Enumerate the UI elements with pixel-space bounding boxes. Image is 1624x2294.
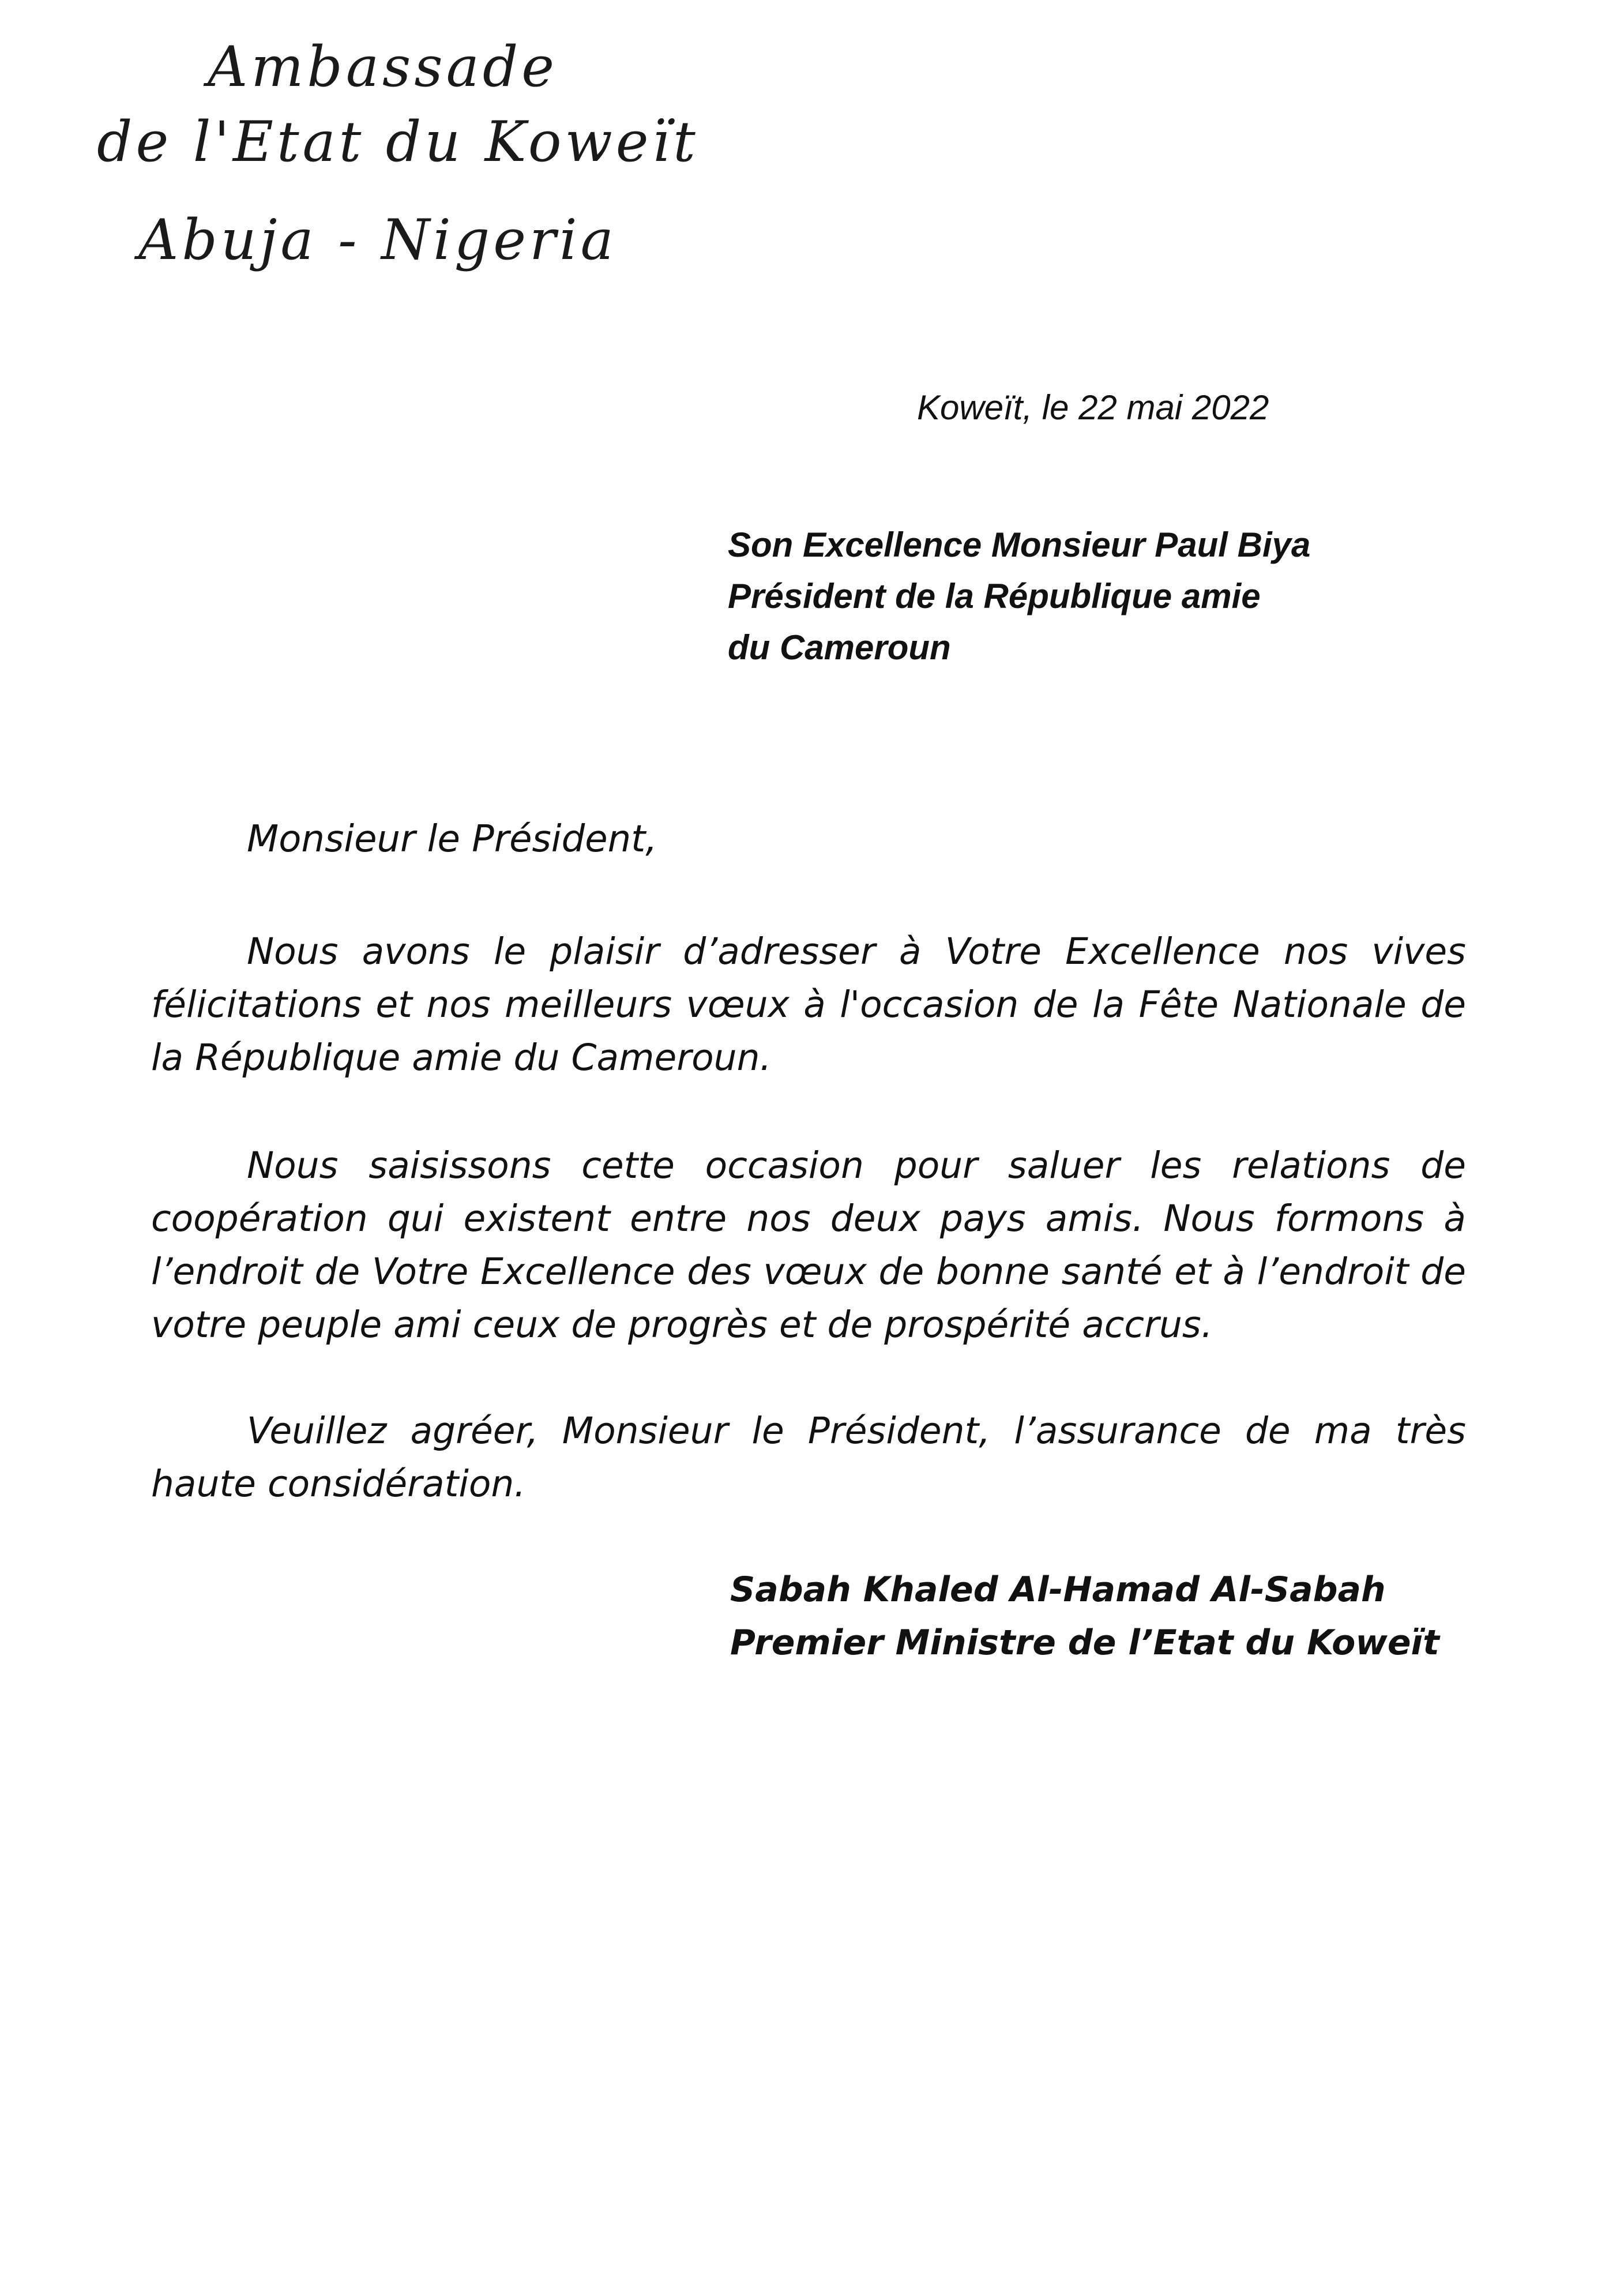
letterhead-line-location: Abuja - Nigeria <box>138 208 617 272</box>
salutation: Monsieur le Président, <box>247 818 657 861</box>
recipient-block <box>728 519 1310 673</box>
recipient-line: du Cameroun <box>728 628 951 667</box>
body-paragraph: Veuillez agréer, Monsieur le Président, l’assurance de ma très haute considération. <box>151 1410 1466 1505</box>
signatory-title: Premier Ministre de l’Etat du Koweït <box>730 1623 1439 1663</box>
signatory-name: Sabah Khaled Al-Hamad Al-Sabah <box>730 1570 1386 1610</box>
letter-date: Koweït, le 22 mai 2022 <box>917 388 1269 427</box>
body-paragraph: Nous avons le plaisir d’adresser à Votre Excellence nos vives félicitations et nos meilleurs vœux à l'occasion de la Fête Nationale de la République amie du Cameroun. <box>151 930 1466 1079</box>
letterhead-line-ambassade: Ambassade <box>208 35 558 99</box>
letterhead-line-state: de l'Etat du Koweït <box>97 110 699 174</box>
body-paragraph: Nous saisissons cette occasion pour saluer les relations de coopération qui existent entre nos deux pays amis. Nous formons à l’endroit de Votre Excellence des vœux de bonne santé et à l’endroit de votre peuple ami ceux de progrès et de prospérité accrus. <box>151 1144 1466 1346</box>
recipient-line: Son Excellence Monsieur Paul Biya <box>728 525 1311 564</box>
recipient-line: Président de la République amie <box>728 577 1261 615</box>
signature-block <box>730 1563 1439 1669</box>
